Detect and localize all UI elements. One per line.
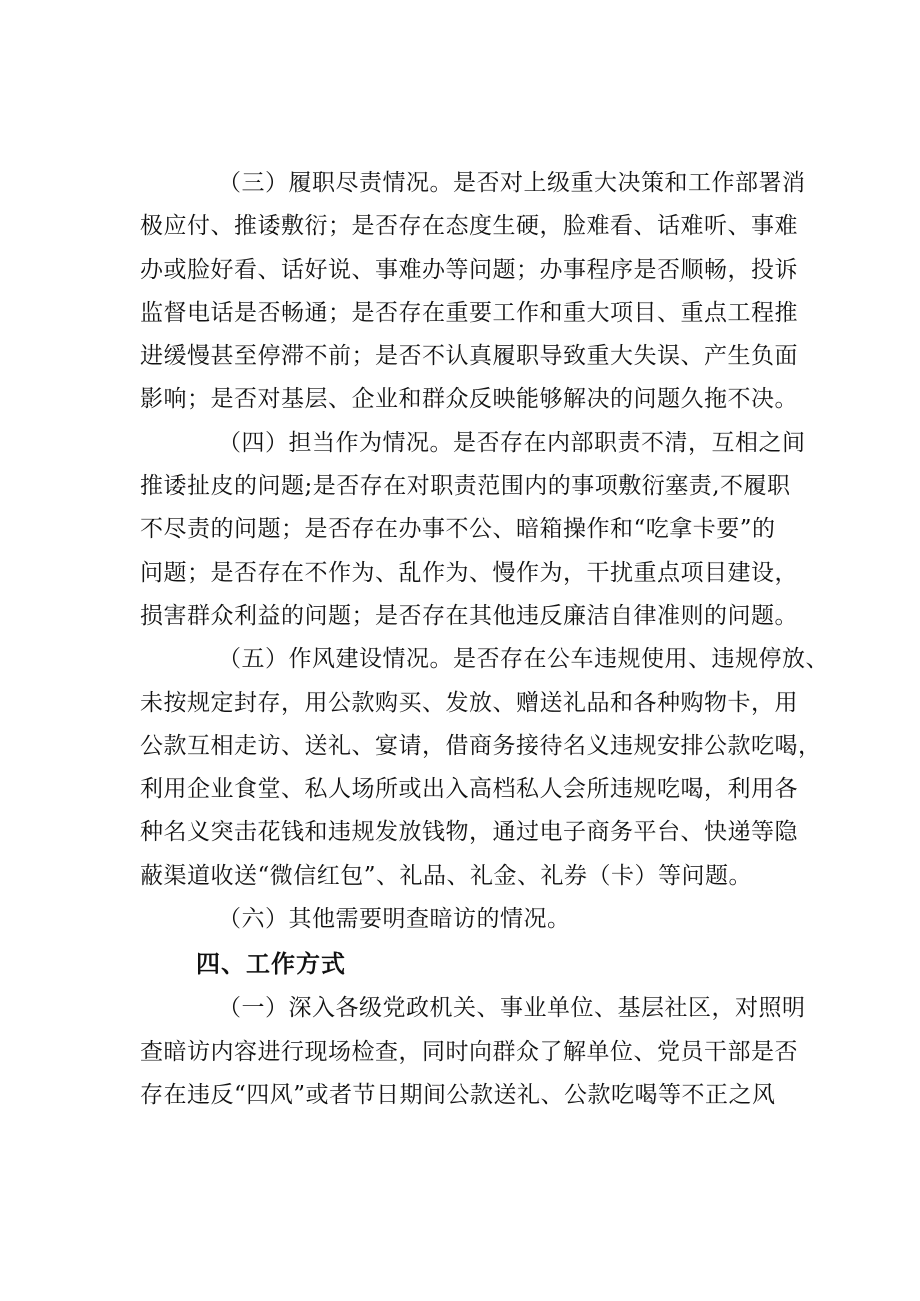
paragraph-line: 利用企业食堂、私人场所或出入高档私人会所违规吃喝，利用各 [140, 776, 798, 803]
paragraph-line: 查暗访内容进行现场检查，同时向群众了解单位、党员干部是否 [140, 1038, 798, 1065]
paragraph-line: 问题；是否存在不作为、乱作为、慢作为，干扰重点项目建设， [140, 559, 798, 586]
paragraph-line: 极应付、推诿敷衍；是否存在态度生硬，脸难看、话难听、事难 [140, 213, 798, 240]
paragraph-method-one [140, 987, 806, 1117]
paragraph-line: 蔽渠道收送“微信红包”、礼品、礼金、礼券（卡）等问题。 [140, 862, 753, 889]
paragraph-line: 办或脸好看、话好说、事难办等问题；办事程序是否顺畅，投诉 [140, 256, 798, 283]
paragraph-other [140, 898, 800, 941]
paragraph-duty-performance [140, 162, 806, 422]
paragraph-line: 损害群众利益的问题；是否存在其他违反廉洁自律准则的问题。 [140, 602, 798, 629]
paragraph-line: 进缓慢甚至停滞不前；是否不认真履职导致重大失误、产生负面 [140, 343, 798, 370]
paragraph-line: 推诿扯皮的问题;是否存在对职责范围内的事项敷衍塞责,不履职 [140, 473, 791, 500]
paragraph-line: （三）履职尽责情况。是否对上级重大决策和工作部署消 [218, 170, 806, 196]
paragraph-line: 不尽责的问题；是否存在办事不公、暗箱操作和“吃拿卡要”的 [140, 516, 776, 543]
paragraph-responsibility [140, 422, 806, 638]
section-heading: 四、工作方式 [196, 950, 346, 979]
paragraph-line: 监督电话是否畅通；是否存在重要工作和重大项目、重点工程推 [140, 299, 798, 326]
paragraph-line: 影响；是否对基层、企业和群众反映能够解决的问题久拖不决。 [140, 386, 798, 413]
paragraph-line: （一）深入各级党政机关、事业单位、基层社区，对照明 [218, 995, 806, 1022]
document-body [140, 162, 829, 1117]
paragraph-line: （六）其他需要明查暗访的情况。 [218, 906, 571, 933]
paragraph-line: 种名义突击花钱和违规发放钱物，通过电子商务平台、快递等隐 [140, 819, 798, 846]
paragraph-work-style [140, 638, 829, 898]
paragraph-line: 存在违反“四风”或者节日期间公款送礼、公款吃喝等不正之风 [140, 1081, 776, 1108]
paragraph-line: 公款互相走访、送礼、宴请，借商务接待名义违规安排公款吃喝， [140, 732, 822, 759]
paragraph-line: （四）担当作为情况。是否存在内部职责不清，互相之间 [218, 429, 806, 456]
paragraph-line: 未按规定封存，用公款购买、发放、赠送礼品和各种购物卡，用 [140, 689, 798, 716]
paragraph-line: （五）作风建设情况。是否存在公车违规使用、违规停放、 [218, 646, 829, 673]
